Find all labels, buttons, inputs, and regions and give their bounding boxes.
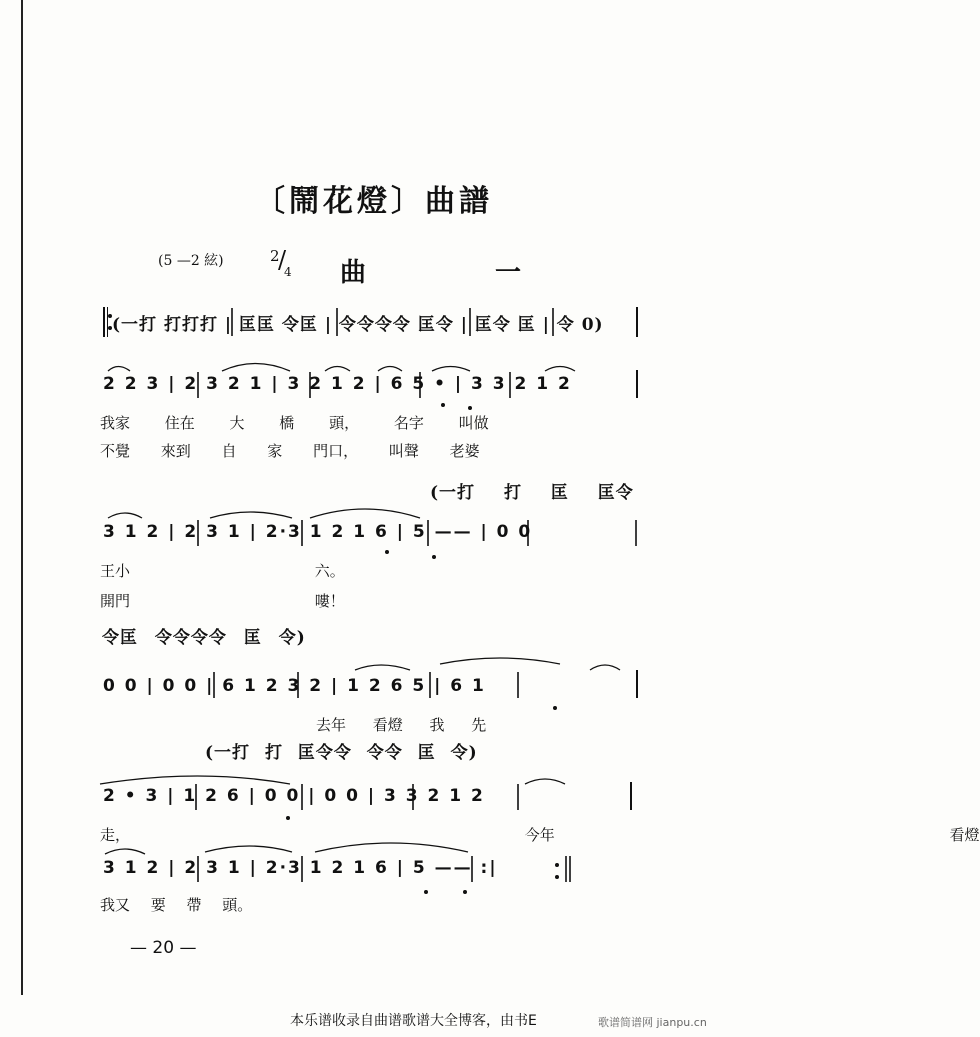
- barline: [636, 670, 638, 698]
- meter-slash: /: [278, 246, 287, 274]
- notes-line-8: 3 1 2 | 2 3 1 | 2·3 1 2 1 6 | 5 —— :|: [103, 858, 498, 878]
- score-title: 〔鬧花燈〕曲譜: [255, 184, 493, 219]
- slur: [108, 367, 130, 372]
- lyrics-line-3a: 王小 六。: [100, 562, 345, 580]
- lyrics-line-3b: 開門 嘍！: [100, 592, 345, 610]
- slur: [310, 509, 420, 518]
- lyrics-line-2b: 不覺 來到 自 家 門口， 叫聲 老婆: [100, 442, 480, 460]
- meter-bottom: 4: [284, 265, 292, 279]
- footer-credit: 本乐谱收录自曲谱歌谱大全博客，由书E: [290, 1013, 537, 1029]
- watermark: 歌谱简谱网 jianpu.cn: [598, 1016, 707, 1029]
- slur: [440, 658, 560, 664]
- slur: [590, 665, 620, 670]
- percussion-line-6: (一打 打 匡令令 令令 匡 令): [205, 743, 478, 763]
- meter-top: 2: [270, 247, 280, 265]
- slur: [108, 513, 142, 518]
- slur: [525, 779, 565, 784]
- barline: [636, 307, 638, 337]
- slur: [205, 846, 292, 852]
- lyrics-line-5: 去年 看燈 我 先: [316, 716, 487, 734]
- notes-line-7: 2 • 3 | 1 2 6 | 0 0 | 0 0 | 3 3 2 1 2: [103, 786, 485, 806]
- percussion-line-1: (一打 打打打 | 匡匡 令匡 | 令令令令 匡令 | 匡令 匡 | 令 0): [112, 315, 604, 335]
- lyrics-line-7: 走， 今年 看燈: [100, 826, 980, 844]
- scale-note: (5 —2 絃): [158, 253, 224, 269]
- slur: [545, 367, 575, 372]
- slur: [378, 367, 402, 372]
- repeat-bar-thin: [107, 307, 108, 337]
- slur: [325, 367, 350, 372]
- slur: [222, 364, 290, 372]
- time-signature: [270, 248, 292, 280]
- percussion-line-4: 令匡 令令令令 匡 令): [102, 628, 306, 648]
- page-left-border: [21, 0, 23, 995]
- barline: [636, 370, 638, 398]
- lyrics-line-2a: 我家 住在 大 橋 頭， 名字 叫做: [100, 414, 489, 432]
- slur: [432, 367, 470, 372]
- slur: [210, 512, 292, 518]
- section-title: 曲 一: [340, 258, 582, 288]
- notes-line-2: 2 2 3 | 2 3 2 1 | 3 2 1 2 | 6 5 • | 3 3 2 1 2: [103, 374, 572, 394]
- slur: [100, 776, 290, 784]
- notes-line-3: 3 1 2 | 2 3 1 | 2·3 1 2 1 6 | 5 —— | 0 0: [103, 522, 533, 542]
- slur: [105, 849, 145, 854]
- lyrics-line-8: 我又 要 帶 頭。: [100, 896, 253, 914]
- barline: [630, 782, 632, 810]
- repeat-bar: [103, 307, 105, 337]
- percussion-line-3: (一打 打 匡 匡令: [430, 483, 634, 503]
- slur: [355, 665, 410, 670]
- page-number: — 20 —: [130, 938, 197, 958]
- notes-line-5: 0 0 | 0 0 | 6 1 2 3 2 | 1 2 6 5 | 6 1: [103, 676, 486, 696]
